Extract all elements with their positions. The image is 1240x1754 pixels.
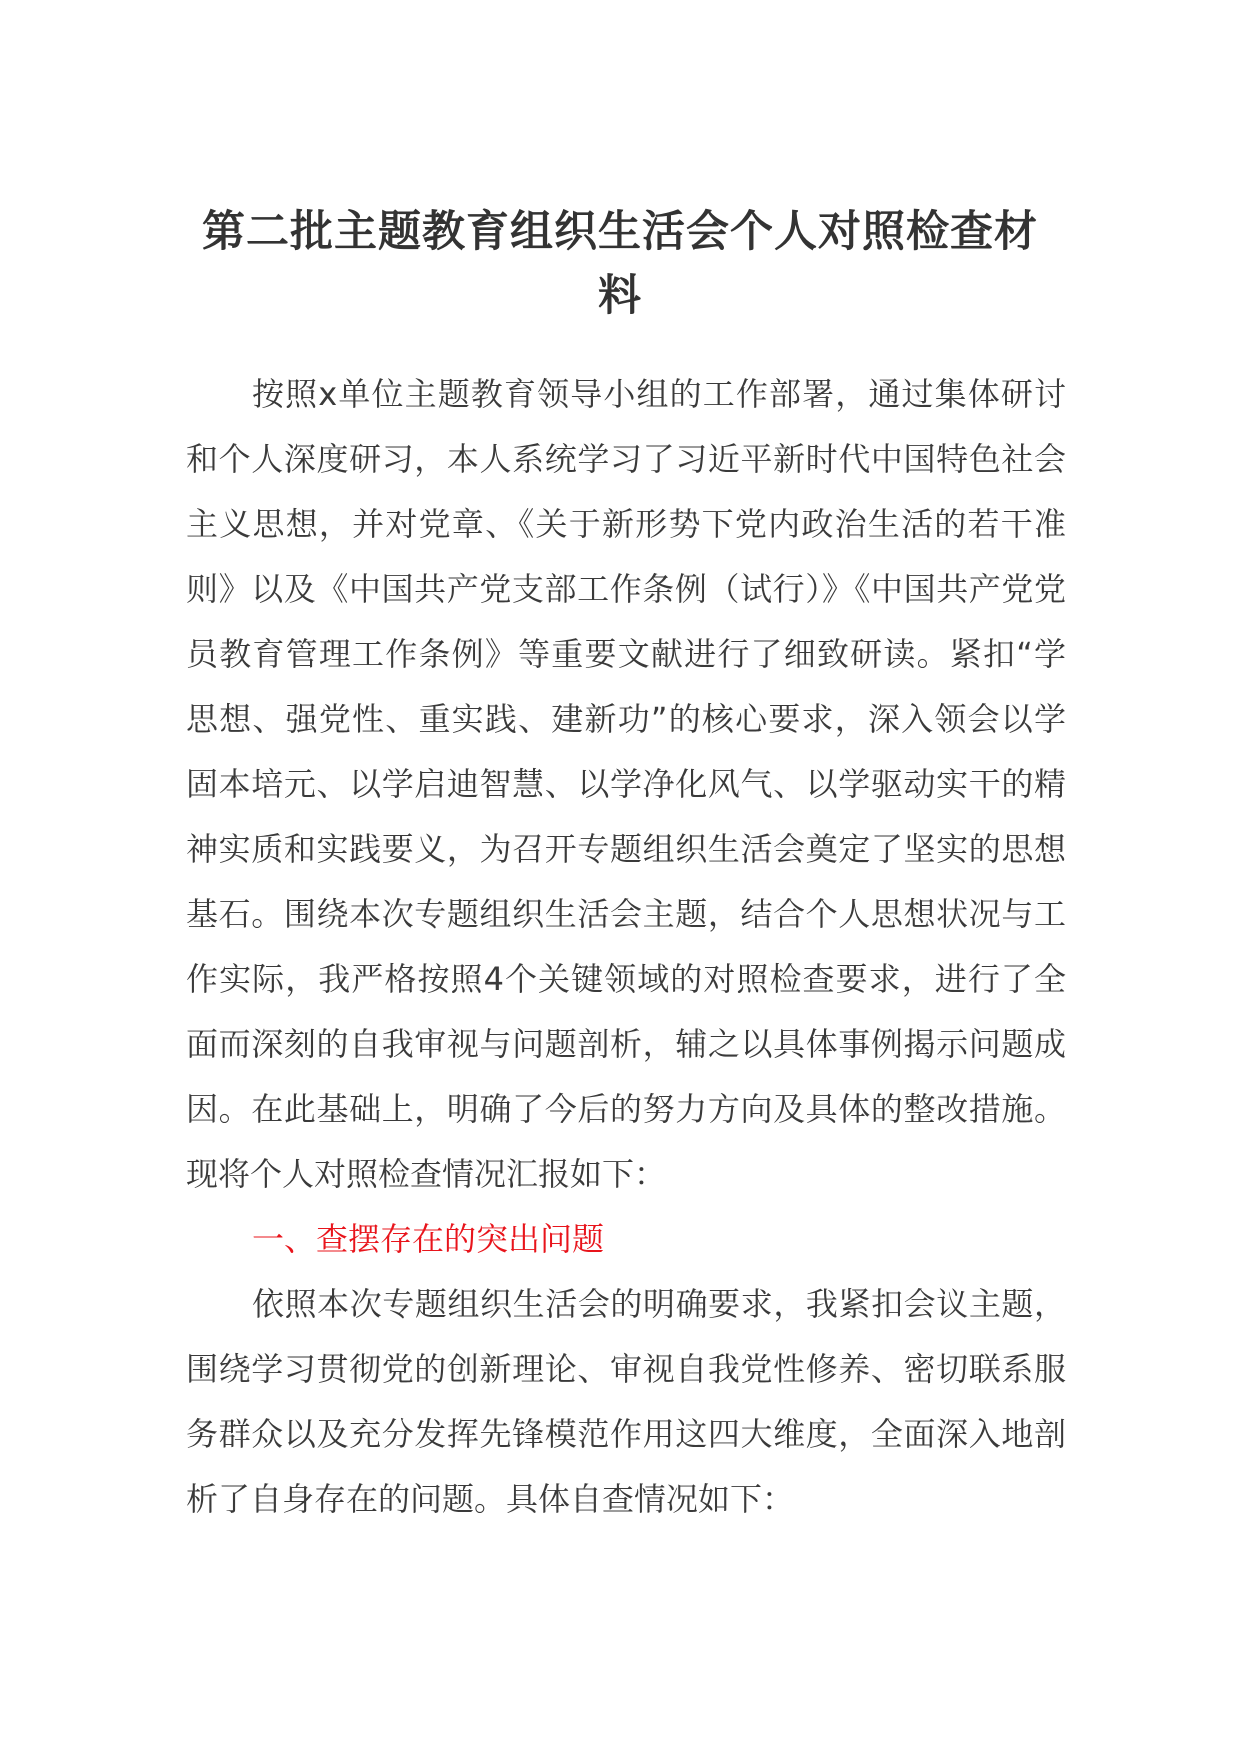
document-body xyxy=(186,362,1066,1532)
section-one-paragraph: 依照本次专题组织生活会的明确要求，我紧扣会议主题，围绕学习贯彻党的创新理论、审视自我党性修养、密切联系服务群众以及充分发挥先锋模范作用这四大维度，全面深入地剖析了自身存在的问题。具体自查情况如下： xyxy=(186,1285,1066,1518)
document-title: 第二批主题教育组织生活会个人对照检查材料 xyxy=(202,207,1038,321)
section-heading-problems: 一、查摆存在的突出问题 xyxy=(252,1220,605,1258)
intro-paragraph: 按照x单位主题教育领导小组的工作部署，通过集体研讨和个人深度研习，本人系统学习了习近平新时代中国特色社会主义思想，并对党章、《关于新形势下党内政治生活的若干准则》以及《中国共产党支部工作条例（试行）》《中国共产党党员教育管理工作条例》等重要文献进行了细致研读。紧扣“学思想、强党性、重实践、建新功”的核心要求，深入领会以学固本培元、以学启迪智慧、以学净化风气、以学驱动实干的精神实质和实践要义，为召开专题组织生活会奠定了坚实的思想基石。围绕本次专题组织生活会主题，结合个人思想状况与工作实际，我严格按照4个关键领域的对照检查要求，进行了全面而深刻的自我审视与问题剖析，辅之以具体事例揭示问题成因。在此基础上，明确了今后的努力方向及具体的整改措施。现将个人对照检查情况汇报如下： xyxy=(186,375,1066,1193)
